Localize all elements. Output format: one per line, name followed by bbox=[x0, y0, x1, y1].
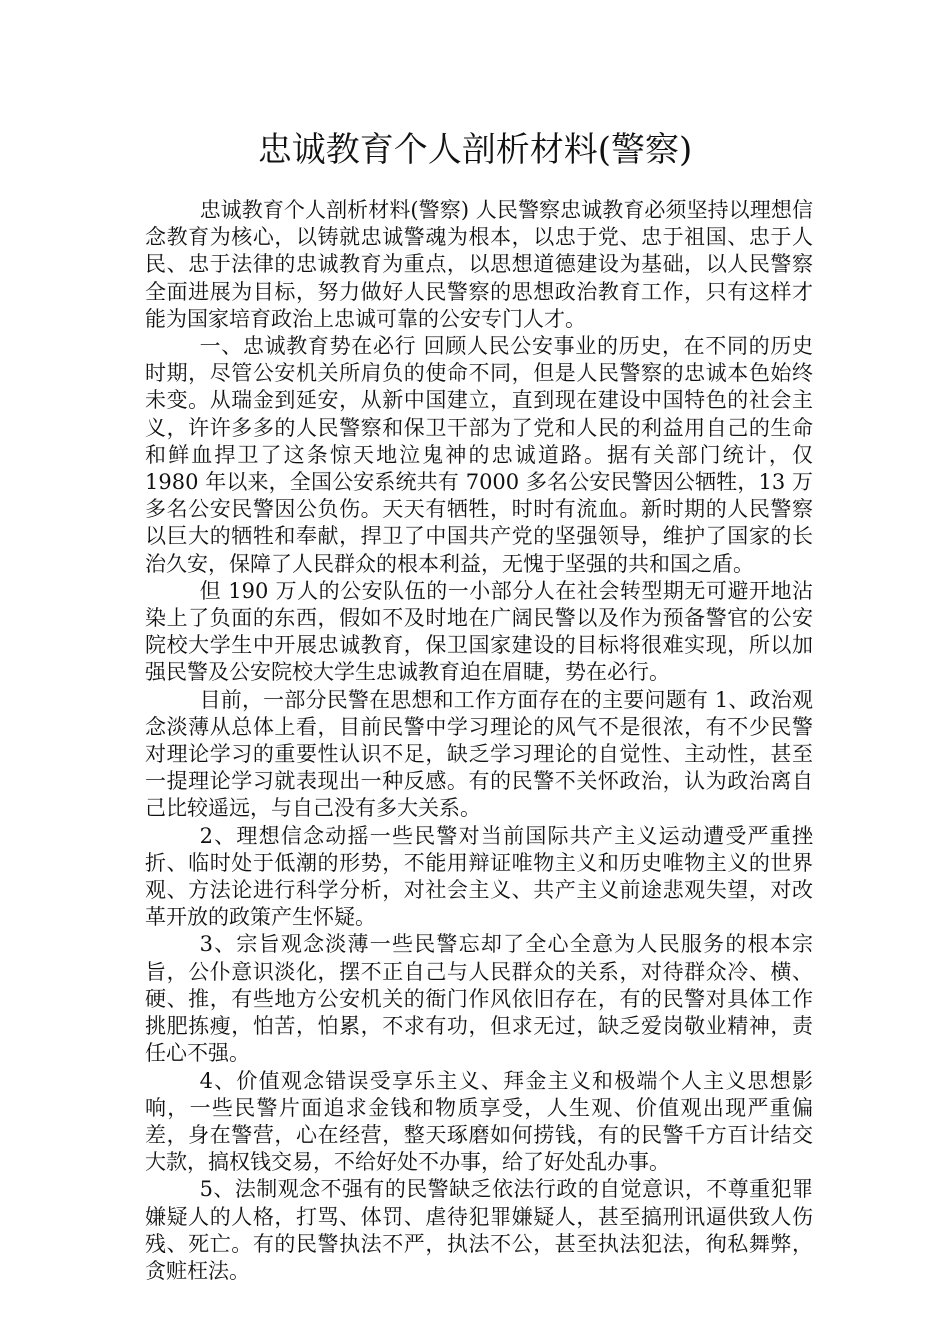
paragraph-problem-2: 2、理想信念动摇一些民警对当前国际共产主义运动遭受严重挫折、临时处于低潮的形势，不能用辩证唯物主义和历史唯物主义的世界观、方法论进行科学分析，对社会主义、共产主义前途悲观失望，对改革开放的政策产生怀疑。 bbox=[145, 823, 813, 930]
paragraph-problem-3: 3、宗旨观念淡薄一些民警忘却了全心全意为人民服务的根本宗旨，公仆意识淡化，摆不正自己与人民群众的关系，对待群众冷、横、硬、推，有些地方公安机关的衙门作风依旧存在，有的民警对具体工作挑肥拣瘦，怕苦，怕累，不求有功，但求无过，缺乏爱岗敬业精神，责任心不强。 bbox=[145, 932, 813, 1066]
paragraph-problem-4: 4、价值观念错误受享乐主义、拜金主义和极端个人主义思想影响，一些民警片面追求金钱和物质享受，人生观、价值观出现严重偏差，身在警营，心在经营，整天琢磨如何捞钱，有的民警千方百计结交大款，搞权钱交易，不给好处不办事，给了好处乱办事。 bbox=[145, 1068, 813, 1175]
document-title: 忠诚教育个人剖析材料(警察) bbox=[257, 130, 693, 170]
paragraph-necessity: 但 190 万人的公安队伍的一小部分人在社会转型期无可避开地沾染上了负面的东西，假如不及时地在广阔民警以及作为预备警官的公安院校大学生中开展忠诚教育，保卫国家建设的目标将很难实现，所以加强民警及公安院校大学生忠诚教育迫在眉睫，势在必行。 bbox=[145, 578, 813, 685]
paragraph-problem-1: 目前，一部分民警在思想和工作方面存在的主要问题有 1、政治观念淡薄从总体上看，目前民警中学习理论的风气不是很浓，有不少民警对理论学习的重要性认识不足，缺乏学习理论的自觉性、主动性，甚至一提理论学习就表现出一种反感。有的民警不关怀政治，认为政治离自己比较遥远，与自己没有多大关系。 bbox=[145, 687, 813, 821]
document-body bbox=[145, 197, 813, 1285]
paragraph-intro: 忠诚教育个人剖析材料(警察) 人民警察忠诚教育必须坚持以理想信念教育为核心，以铸就忠诚警魂为根本，以忠于党、忠于祖国、忠于人民、忠于法律的忠诚教育为重点，以思想道德建设为基础，以人民警察全面进展为目标，努力做好人民警察的思想政治教育工作，只有这样才能为国家培育政治上忠诚可靠的公安专门人才。 bbox=[145, 198, 813, 331]
paragraph-problem-5: 5、法制观念不强有的民警缺乏依法行政的自觉意识，不尊重犯罪嫌疑人的人格，打骂、体罚、虐待犯罪嫌疑人，甚至搞刑讯逼供致人伤残、死亡。有的民警执法不严，执法不公，甚至执法犯法，徇私舞弊，贪赃枉法。 bbox=[145, 1177, 813, 1283]
paragraph-section-one: 一、忠诚教育势在必行 回顾人民公安事业的历史，在不同的历史时期，尽管公安机关所肩负的使命不同，但是人民警察的忠诚本色始终未变。从瑞金到延安，从新中国建立，直到现在建设中国特色的社会主义，许许多多的人民警察和保卫干部为了党和人民的利益用自己的生命和鲜血捍卫了这条惊天地泣鬼神的忠诚道路。据有关部门统计，仅 1980 年以来，全国公安系统共有 7000 多名公安民警因公牺牲，13 万多名公安民警因公负伤。天天有牺牲，时时有流血。新时期的人民警察以巨大的牺牲和奉献，捍卫了中国共产党的坚强领导，维护了国家的长治久安，保障了人民群众的根本利益，无愧于坚强的共和国之盾。 bbox=[145, 334, 813, 576]
